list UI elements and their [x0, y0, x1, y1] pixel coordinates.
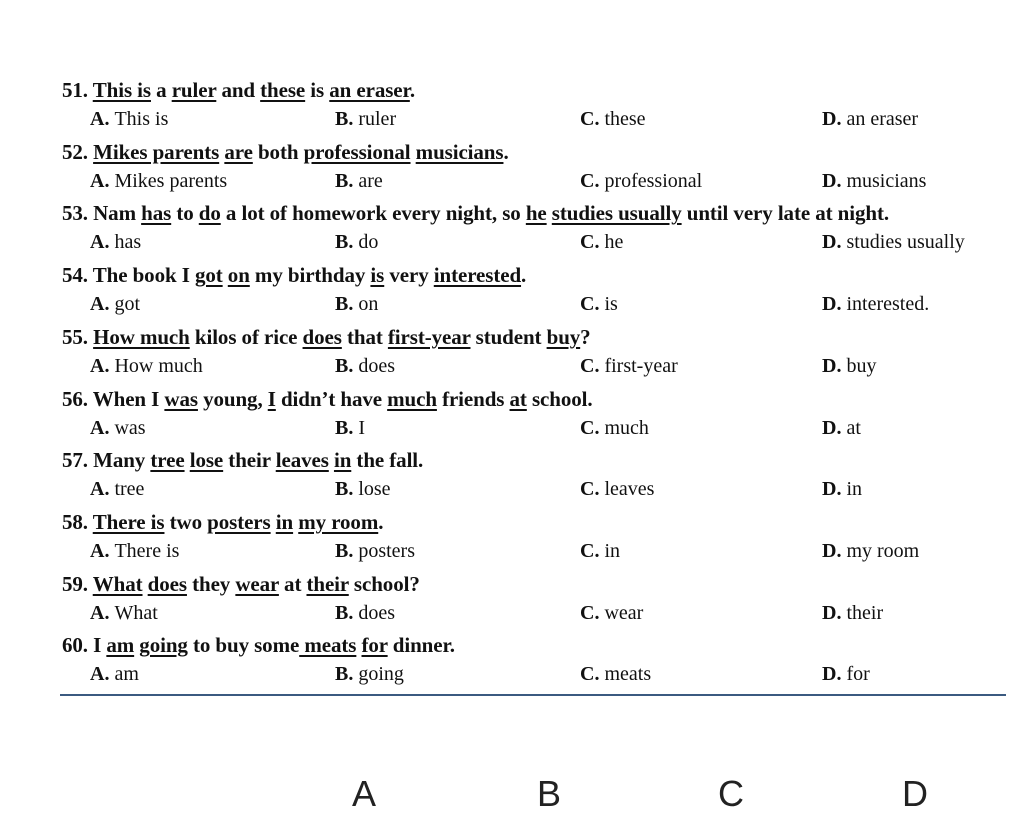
option-text: does	[358, 601, 396, 624]
underlined-segment: musicians	[415, 139, 504, 164]
underlined-segment: in	[333, 448, 352, 473]
option-letter: B.	[335, 601, 359, 624]
option-text: leaves	[604, 478, 655, 501]
option-text: tree	[114, 478, 145, 501]
option-b	[335, 478, 391, 501]
option-a	[90, 293, 140, 316]
option-text: There is	[114, 539, 180, 562]
question-sentence	[93, 325, 590, 349]
option-text: lose	[358, 478, 391, 501]
question-sentence	[93, 510, 384, 534]
option-letter: D.	[822, 601, 847, 624]
option-a	[90, 663, 139, 686]
answer-options	[0, 417, 1024, 443]
option-c	[580, 170, 702, 193]
option-letter: C.	[580, 416, 605, 439]
option-text: professional	[604, 169, 703, 192]
question-number: 58.	[62, 509, 93, 534]
option-letter: A.	[90, 169, 115, 192]
option-letter: A.	[90, 478, 115, 501]
question-sentence	[93, 448, 423, 472]
option-letter: B.	[335, 663, 359, 686]
answer-options	[0, 231, 1024, 257]
underlined-segment: is	[370, 263, 385, 288]
option-d	[822, 170, 926, 193]
option-text: first-year	[604, 354, 678, 377]
question-number: 59.	[62, 571, 93, 596]
underlined-segment: in	[275, 509, 294, 534]
option-text: was	[114, 416, 146, 439]
question-number: 51.	[62, 78, 93, 102]
answer-options	[0, 170, 1024, 196]
option-b	[335, 602, 395, 625]
answer-options	[0, 663, 1024, 689]
sentence-text: student	[470, 324, 547, 349]
option-text: meats	[604, 663, 652, 686]
sentence-text: .	[378, 509, 384, 534]
sentence-text: school?	[348, 571, 420, 596]
question-number: 54.	[62, 263, 93, 288]
cropped-letter-b: B	[537, 773, 562, 814]
underlined-segment: This is	[92, 78, 151, 102]
option-text: at	[846, 416, 861, 439]
option-text: wear	[604, 601, 644, 624]
underlined-segment: lose	[189, 448, 224, 473]
option-d	[822, 602, 883, 625]
underlined-segment: do	[198, 201, 221, 226]
sentence-text: to buy some	[187, 633, 300, 658]
option-a	[90, 108, 168, 131]
underlined-segment: I	[267, 386, 276, 411]
option-text: got	[114, 293, 141, 316]
option-letter: B.	[335, 169, 359, 192]
option-letter: B.	[335, 416, 359, 439]
underlined-segment: for	[361, 633, 388, 658]
option-text: buy	[846, 354, 877, 377]
option-text: studies usually	[846, 231, 965, 254]
option-text: these	[604, 108, 646, 130]
sentence-text: a lot of homework every night, so	[220, 201, 526, 226]
underlined-segment: What	[92, 571, 143, 596]
option-c	[580, 355, 678, 378]
sentence-text: my birthday	[249, 263, 371, 288]
option-letter: A.	[90, 539, 115, 562]
option-c	[580, 293, 618, 316]
underlined-segment: he	[525, 201, 547, 226]
option-letter: A.	[90, 416, 115, 439]
sentence-text: Many	[93, 448, 151, 473]
underlined-segment: posters	[207, 509, 271, 534]
sentence-text: .	[521, 263, 527, 288]
option-text: is	[604, 293, 618, 316]
option-c	[580, 602, 643, 625]
option-letter: B.	[335, 539, 359, 562]
option-d	[822, 293, 929, 316]
option-text: their	[846, 601, 884, 624]
underlined-segment: these	[260, 78, 306, 102]
question-54	[62, 263, 526, 288]
option-letter: D.	[822, 539, 847, 562]
option-text: for	[846, 663, 870, 686]
underlined-segment: How much	[93, 324, 190, 349]
underlined-segment: professional	[303, 139, 411, 164]
option-letter: A.	[90, 663, 115, 686]
cropped-letter-a: A	[352, 773, 377, 814]
option-text: going	[358, 663, 404, 686]
option-letter: C.	[580, 663, 605, 686]
option-a	[90, 540, 179, 563]
underlined-segment: ruler	[171, 78, 217, 102]
sentence-text: at	[278, 571, 307, 596]
option-c	[580, 663, 651, 686]
question-number: 57.	[62, 448, 94, 473]
option-a	[90, 170, 227, 193]
sentence-text: to	[171, 201, 199, 226]
question-55	[62, 325, 591, 350]
option-b	[335, 355, 395, 378]
option-letter: D.	[822, 108, 847, 130]
option-c	[580, 478, 654, 501]
option-d	[822, 108, 918, 131]
option-d	[822, 355, 876, 378]
answer-options	[0, 540, 1024, 566]
underlined-segment: am	[106, 633, 135, 658]
underlined-segment: on	[227, 263, 250, 288]
sentence-text: kilos of rice	[189, 324, 303, 349]
sentence-text: until very late at night.	[681, 201, 889, 226]
option-b	[335, 663, 404, 686]
option-b	[335, 170, 383, 193]
question-number: 52.	[62, 139, 94, 164]
underlined-segment: leaves	[275, 448, 329, 473]
underlined-segment: Mikes parents	[93, 139, 220, 164]
sentence-text: school.	[526, 386, 593, 411]
question-sentence	[93, 140, 509, 164]
option-text: an eraser	[846, 108, 919, 130]
sentence-text: is	[305, 78, 330, 102]
cropped-letter-c: C	[718, 773, 744, 814]
option-letter: C.	[580, 601, 605, 624]
option-letter: A.	[90, 231, 115, 254]
option-text: on	[358, 293, 379, 316]
option-d	[822, 540, 919, 563]
option-a	[90, 231, 141, 254]
option-a	[90, 602, 158, 625]
underlined-segment: going	[139, 633, 188, 658]
question-60	[62, 633, 455, 658]
underlined-segment: are	[224, 139, 253, 164]
option-d	[822, 231, 965, 254]
option-text: my room	[846, 539, 920, 562]
underlined-segment: was	[164, 386, 198, 411]
sentence-text: the fall.	[351, 448, 424, 473]
question-number: 56.	[62, 386, 93, 411]
option-letter: C.	[580, 169, 605, 192]
question-sentence	[93, 201, 889, 225]
underlined-segment: meats	[299, 633, 357, 658]
question-52	[62, 140, 509, 165]
underlined-segment: buy	[546, 324, 581, 349]
option-a	[90, 417, 146, 440]
option-c	[580, 540, 620, 563]
option-letter: C.	[580, 231, 605, 254]
question-sentence	[93, 78, 415, 102]
question-57	[62, 448, 423, 473]
option-letter: D.	[822, 293, 847, 316]
sentence-text: Nam	[93, 201, 142, 226]
option-text: musicians	[846, 169, 927, 192]
underlined-segment: at	[509, 386, 527, 411]
question-51	[62, 78, 415, 103]
option-letter: B.	[335, 478, 359, 501]
question-number: 60.	[62, 633, 94, 658]
answer-options	[0, 108, 1024, 134]
question-58	[62, 510, 383, 535]
sentence-text: friends	[436, 386, 510, 411]
question-sentence	[93, 633, 455, 657]
answer-options	[0, 293, 1024, 319]
option-text: he	[604, 231, 624, 254]
option-text: This is	[114, 108, 169, 130]
option-d	[822, 417, 861, 440]
option-text: much	[604, 416, 649, 439]
question-sentence	[93, 572, 420, 596]
option-c	[580, 108, 646, 131]
underlined-segment: studies usually	[551, 201, 682, 226]
option-text: Mikes parents	[114, 169, 228, 192]
option-text: ruler	[358, 108, 397, 130]
underlined-segment: got	[194, 263, 223, 288]
option-letter: C.	[580, 293, 605, 316]
option-c	[580, 231, 623, 254]
sentence-text: When I	[92, 386, 165, 411]
sentence-text: very	[384, 263, 434, 288]
option-b	[335, 293, 378, 316]
option-letter: A.	[90, 354, 115, 377]
answer-options	[0, 355, 1024, 381]
option-d	[822, 478, 862, 501]
option-letter: B.	[335, 354, 359, 377]
option-letter: D.	[822, 231, 847, 254]
option-text: do	[358, 231, 379, 254]
option-letter: D.	[822, 478, 847, 501]
question-53	[62, 201, 889, 226]
option-letter: A.	[90, 293, 115, 316]
option-text: has	[114, 231, 142, 254]
option-b	[335, 417, 365, 440]
option-letter: C.	[580, 478, 605, 501]
option-letter: D.	[822, 663, 847, 686]
sentence-text: didn’t have	[275, 386, 388, 411]
sentence-text: The book I	[92, 263, 195, 288]
option-text: in	[604, 539, 621, 562]
sentence-text: they	[186, 571, 236, 596]
option-text: interested.	[846, 293, 930, 316]
option-c	[580, 417, 649, 440]
option-letter: C.	[580, 539, 605, 562]
answer-options	[0, 478, 1024, 504]
cropped-letter-d: D	[902, 773, 928, 814]
underlined-segment: interested	[433, 263, 522, 288]
option-text: are	[358, 169, 383, 192]
sentence-text: I	[93, 633, 107, 658]
question-59	[62, 572, 420, 597]
underlined-segment: tree	[150, 448, 185, 473]
sentence-text: .	[503, 139, 509, 164]
option-letter: D.	[822, 354, 847, 377]
sentence-text: young,	[197, 386, 268, 411]
underlined-segment: an eraser	[329, 78, 410, 102]
underlined-segment: first-year	[387, 324, 471, 349]
underlined-segment: my room	[298, 509, 379, 534]
option-text: What	[114, 601, 158, 624]
sentence-text: two	[164, 509, 208, 534]
underlined-segment: There is	[92, 509, 165, 534]
question-56	[62, 387, 593, 412]
option-d	[822, 663, 870, 686]
sentence-text: ?	[580, 324, 591, 349]
option-a	[90, 355, 203, 378]
option-letter: C.	[580, 108, 605, 130]
option-text: posters	[358, 539, 416, 562]
answer-options	[0, 602, 1024, 628]
option-letter: B.	[335, 108, 359, 130]
option-text: in	[846, 478, 863, 501]
underlined-segment: their	[306, 571, 349, 596]
option-text: I	[358, 416, 366, 439]
option-text: am	[114, 663, 139, 686]
option-letter: A.	[90, 108, 115, 130]
option-letter: B.	[335, 293, 359, 316]
option-letter: C.	[580, 354, 605, 377]
option-text: How much	[114, 354, 203, 377]
underlined-segment: does	[302, 324, 342, 349]
question-number: 55.	[62, 324, 94, 349]
option-letter: D.	[822, 169, 847, 192]
option-letter: A.	[90, 601, 115, 624]
sentence-text: that	[341, 324, 388, 349]
sentence-text: and	[216, 78, 261, 102]
sentence-text: their	[223, 448, 276, 473]
bottom-rule	[60, 694, 1006, 696]
sentence-text: both	[252, 139, 304, 164]
underlined-segment: does	[147, 571, 187, 596]
option-letter: D.	[822, 416, 847, 439]
sentence-text: .	[409, 78, 415, 102]
question-sentence	[93, 263, 526, 287]
question-number: 53.	[62, 201, 94, 226]
underlined-segment: wear	[235, 571, 279, 596]
option-text: does	[358, 354, 396, 377]
underlined-segment: much	[387, 386, 437, 411]
option-a	[90, 478, 144, 501]
option-b	[335, 540, 415, 563]
option-b	[335, 108, 396, 131]
sentence-text: a	[150, 78, 172, 102]
sentence-text: dinner.	[387, 633, 455, 658]
question-sentence	[93, 387, 593, 411]
option-b	[335, 231, 378, 254]
option-letter: B.	[335, 231, 359, 254]
underlined-segment: has	[141, 201, 172, 226]
